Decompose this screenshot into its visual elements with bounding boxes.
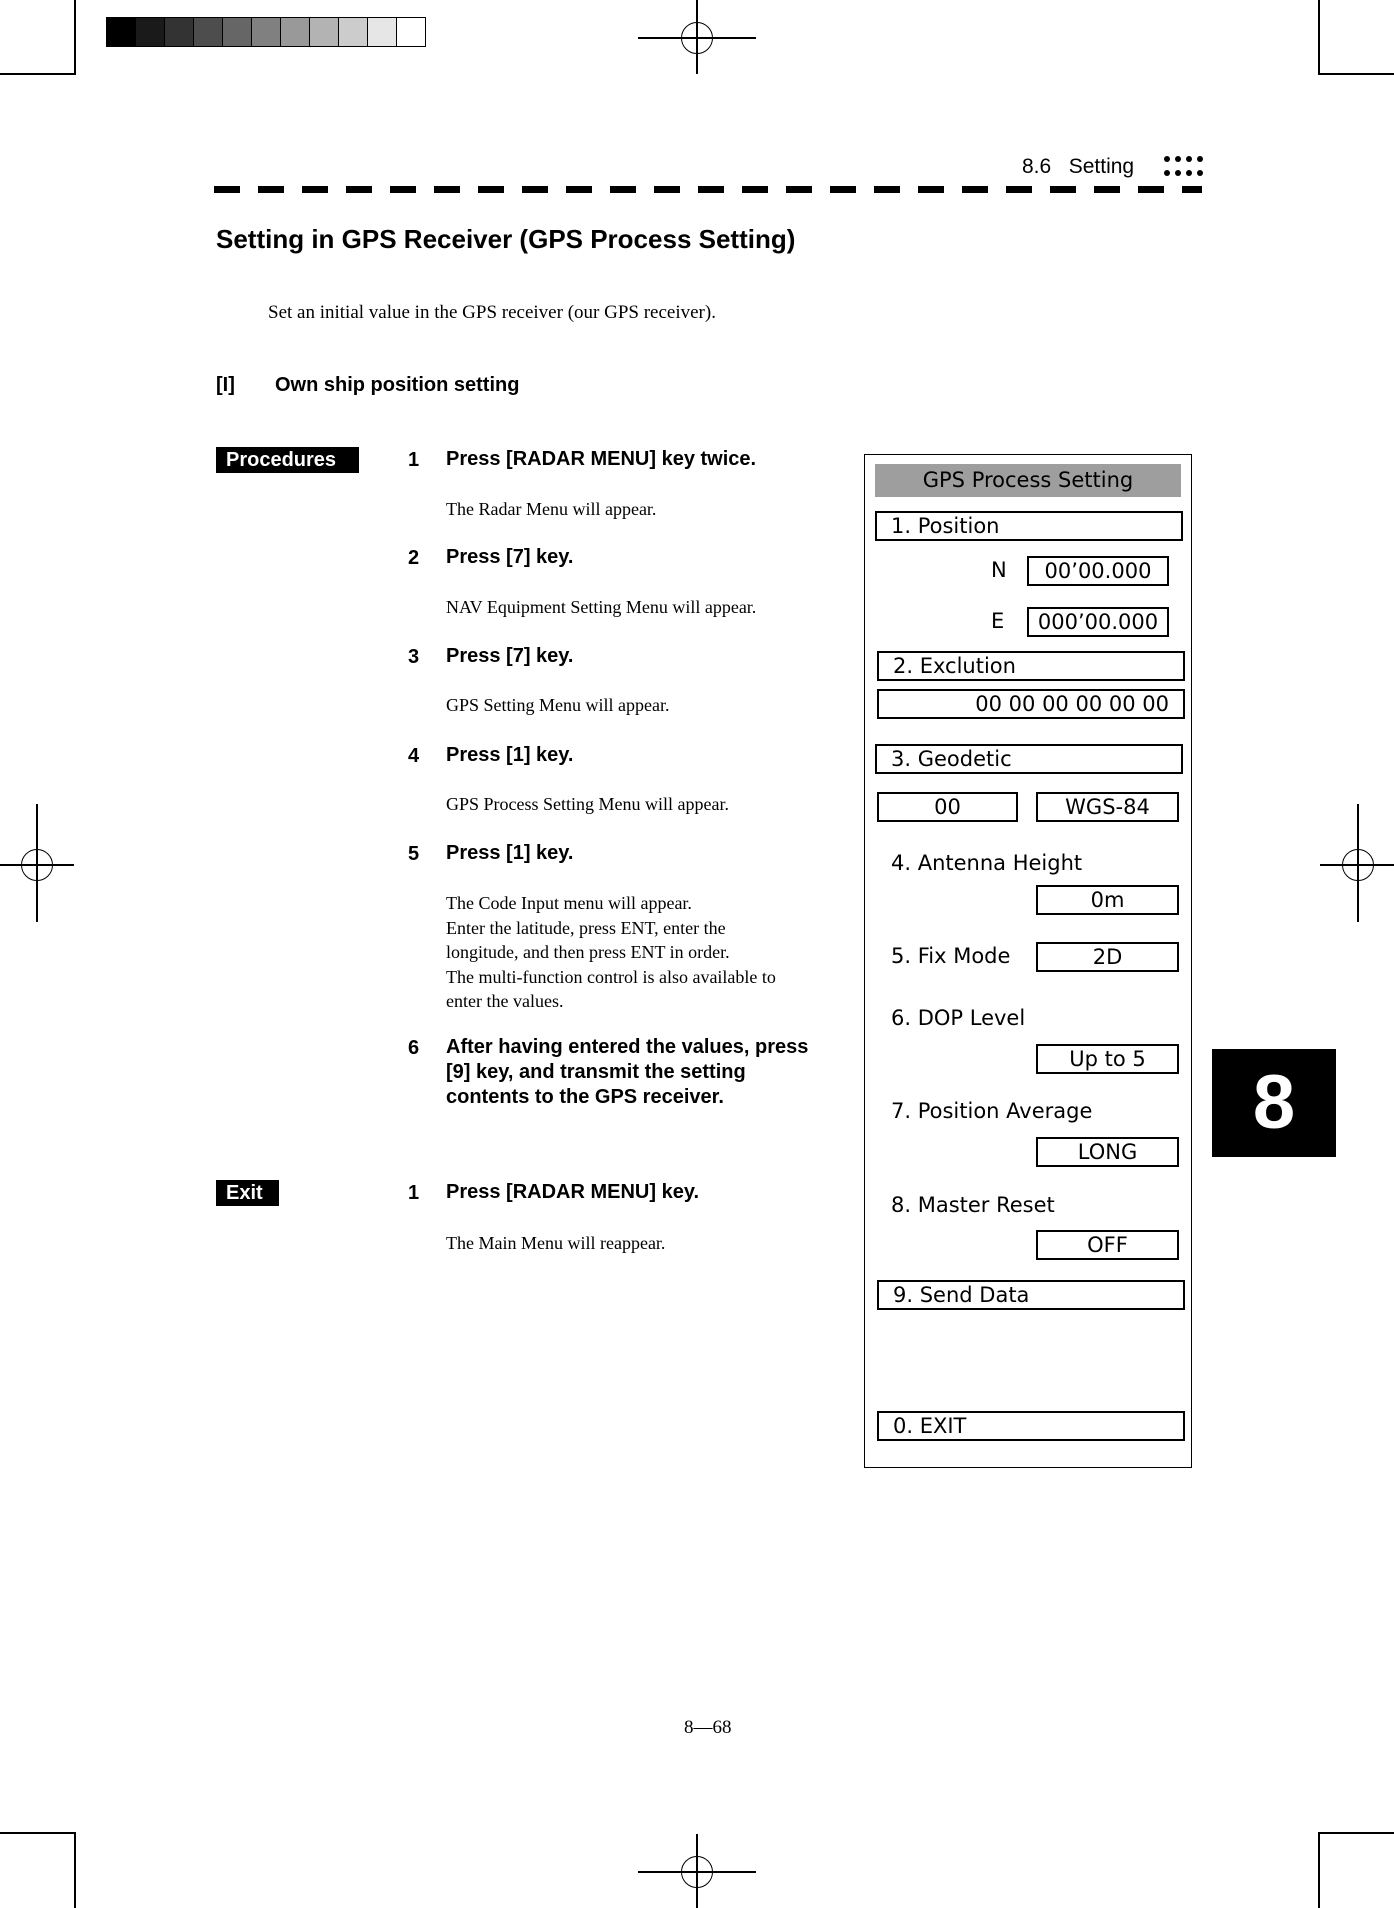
step-number: 1 xyxy=(408,449,420,471)
grayscale-strip xyxy=(106,17,426,47)
fix-mode-field[interactable]: 2D xyxy=(1036,942,1179,972)
latitude-field[interactable]: 00’00.000 xyxy=(1027,556,1169,586)
grayscale-swatch xyxy=(136,18,165,46)
exit-button[interactable]: 0. EXIT xyxy=(877,1411,1185,1441)
step-title: Press [1] key. xyxy=(446,842,574,864)
position-average-field[interactable]: LONG xyxy=(1036,1137,1179,1167)
grayscale-swatch xyxy=(368,18,397,46)
header-dashed-rule xyxy=(214,186,1202,193)
grayscale-swatch xyxy=(310,18,339,46)
intro-text: Set an initial value in the GPS receiver (our GPS receiver). xyxy=(268,302,716,323)
dop-level-label: 6. DOP Level xyxy=(891,1006,1026,1030)
step-number: 3 xyxy=(408,646,420,668)
grayscale-swatch xyxy=(281,18,310,46)
header-section-title: Setting xyxy=(1068,155,1135,178)
longitude-field[interactable]: 000’00.000 xyxy=(1027,607,1169,637)
exit-step-number: 1 xyxy=(408,1182,420,1204)
master-reset-label: 8. Master Reset xyxy=(891,1193,1055,1217)
step-title: Press [7] key. xyxy=(446,546,574,568)
grayscale-swatch xyxy=(397,18,425,46)
procedures-label: Procedures xyxy=(216,447,359,473)
geodetic-code-field[interactable]: 00 xyxy=(877,792,1018,822)
step-number: 4 xyxy=(408,745,420,767)
section-title: Setting in GPS Receiver (GPS Process Setting) xyxy=(216,224,796,254)
grayscale-swatch xyxy=(107,18,136,46)
exclusion-field[interactable]: 00 00 00 00 00 00 xyxy=(877,689,1185,719)
master-reset-field[interactable]: OFF xyxy=(1036,1230,1179,1260)
page-number: 8—68 xyxy=(684,1717,732,1738)
gps-process-setting-panel xyxy=(864,454,1192,1468)
step-description: NAV Equipment Setting Menu will appear. xyxy=(446,597,757,617)
antenna-height-field[interactable]: 0m xyxy=(1036,885,1179,915)
grayscale-swatch xyxy=(194,18,223,46)
grayscale-swatch xyxy=(223,18,252,46)
exit-step-description: The Main Menu will reappear. xyxy=(446,1233,666,1253)
step-number: 6 xyxy=(408,1037,420,1059)
menu-item-exclusion[interactable]: 2. Exclution xyxy=(877,651,1185,681)
step-title: Press [RADAR MENU] key twice. xyxy=(446,448,757,470)
latitude-label: N xyxy=(991,558,1007,582)
step-description: GPS Setting Menu will appear. xyxy=(446,695,670,715)
step-title: Press [1] key. xyxy=(446,744,574,766)
position-average-label: 7. Position Average xyxy=(891,1099,1093,1123)
menu-item-position[interactable]: 1. Position xyxy=(875,511,1183,541)
send-data-button[interactable]: 9. Send Data xyxy=(877,1280,1185,1310)
grayscale-swatch xyxy=(339,18,368,46)
step-description: GPS Process Setting Menu will appear. xyxy=(446,794,729,814)
step-title: After having entered the values, press [9] key, and transmit the setting contents to the GPS receiver. xyxy=(446,1036,809,1108)
panel-title: GPS Process Setting xyxy=(875,464,1181,497)
header-section-number: 8.6 xyxy=(1022,155,1052,178)
longitude-label: E xyxy=(991,609,1005,633)
chapter-tab: 8 xyxy=(1212,1049,1336,1157)
step-description: The Code Input menu will appear. Enter the latitude, press ENT, enter the longitude, and then press ENT in order. The multi-function control is also available to enter the values. xyxy=(446,893,776,1011)
exit-step-title: Press [RADAR MENU] key. xyxy=(446,1181,700,1203)
subsection-number: [I] xyxy=(216,374,235,396)
exit-label: Exit xyxy=(216,1180,279,1206)
step-title: Press [7] key. xyxy=(446,645,574,667)
fix-mode-label: 5. Fix Mode xyxy=(891,944,1011,968)
dop-level-field[interactable]: Up to 5 xyxy=(1036,1044,1179,1074)
subsection-title: Own ship position setting xyxy=(275,374,520,396)
header-dots-icon xyxy=(1164,153,1204,179)
step-number: 2 xyxy=(408,547,420,569)
geodetic-datum-field[interactable]: WGS-84 xyxy=(1036,792,1179,822)
grayscale-swatch xyxy=(252,18,281,46)
grayscale-swatch xyxy=(165,18,194,46)
step-description: The Radar Menu will appear. xyxy=(446,499,657,519)
menu-item-geodetic[interactable]: 3. Geodetic xyxy=(875,744,1183,774)
step-number: 5 xyxy=(408,843,420,865)
antenna-height-label: 4. Antenna Height xyxy=(891,851,1083,875)
running-header xyxy=(1022,155,1134,179)
